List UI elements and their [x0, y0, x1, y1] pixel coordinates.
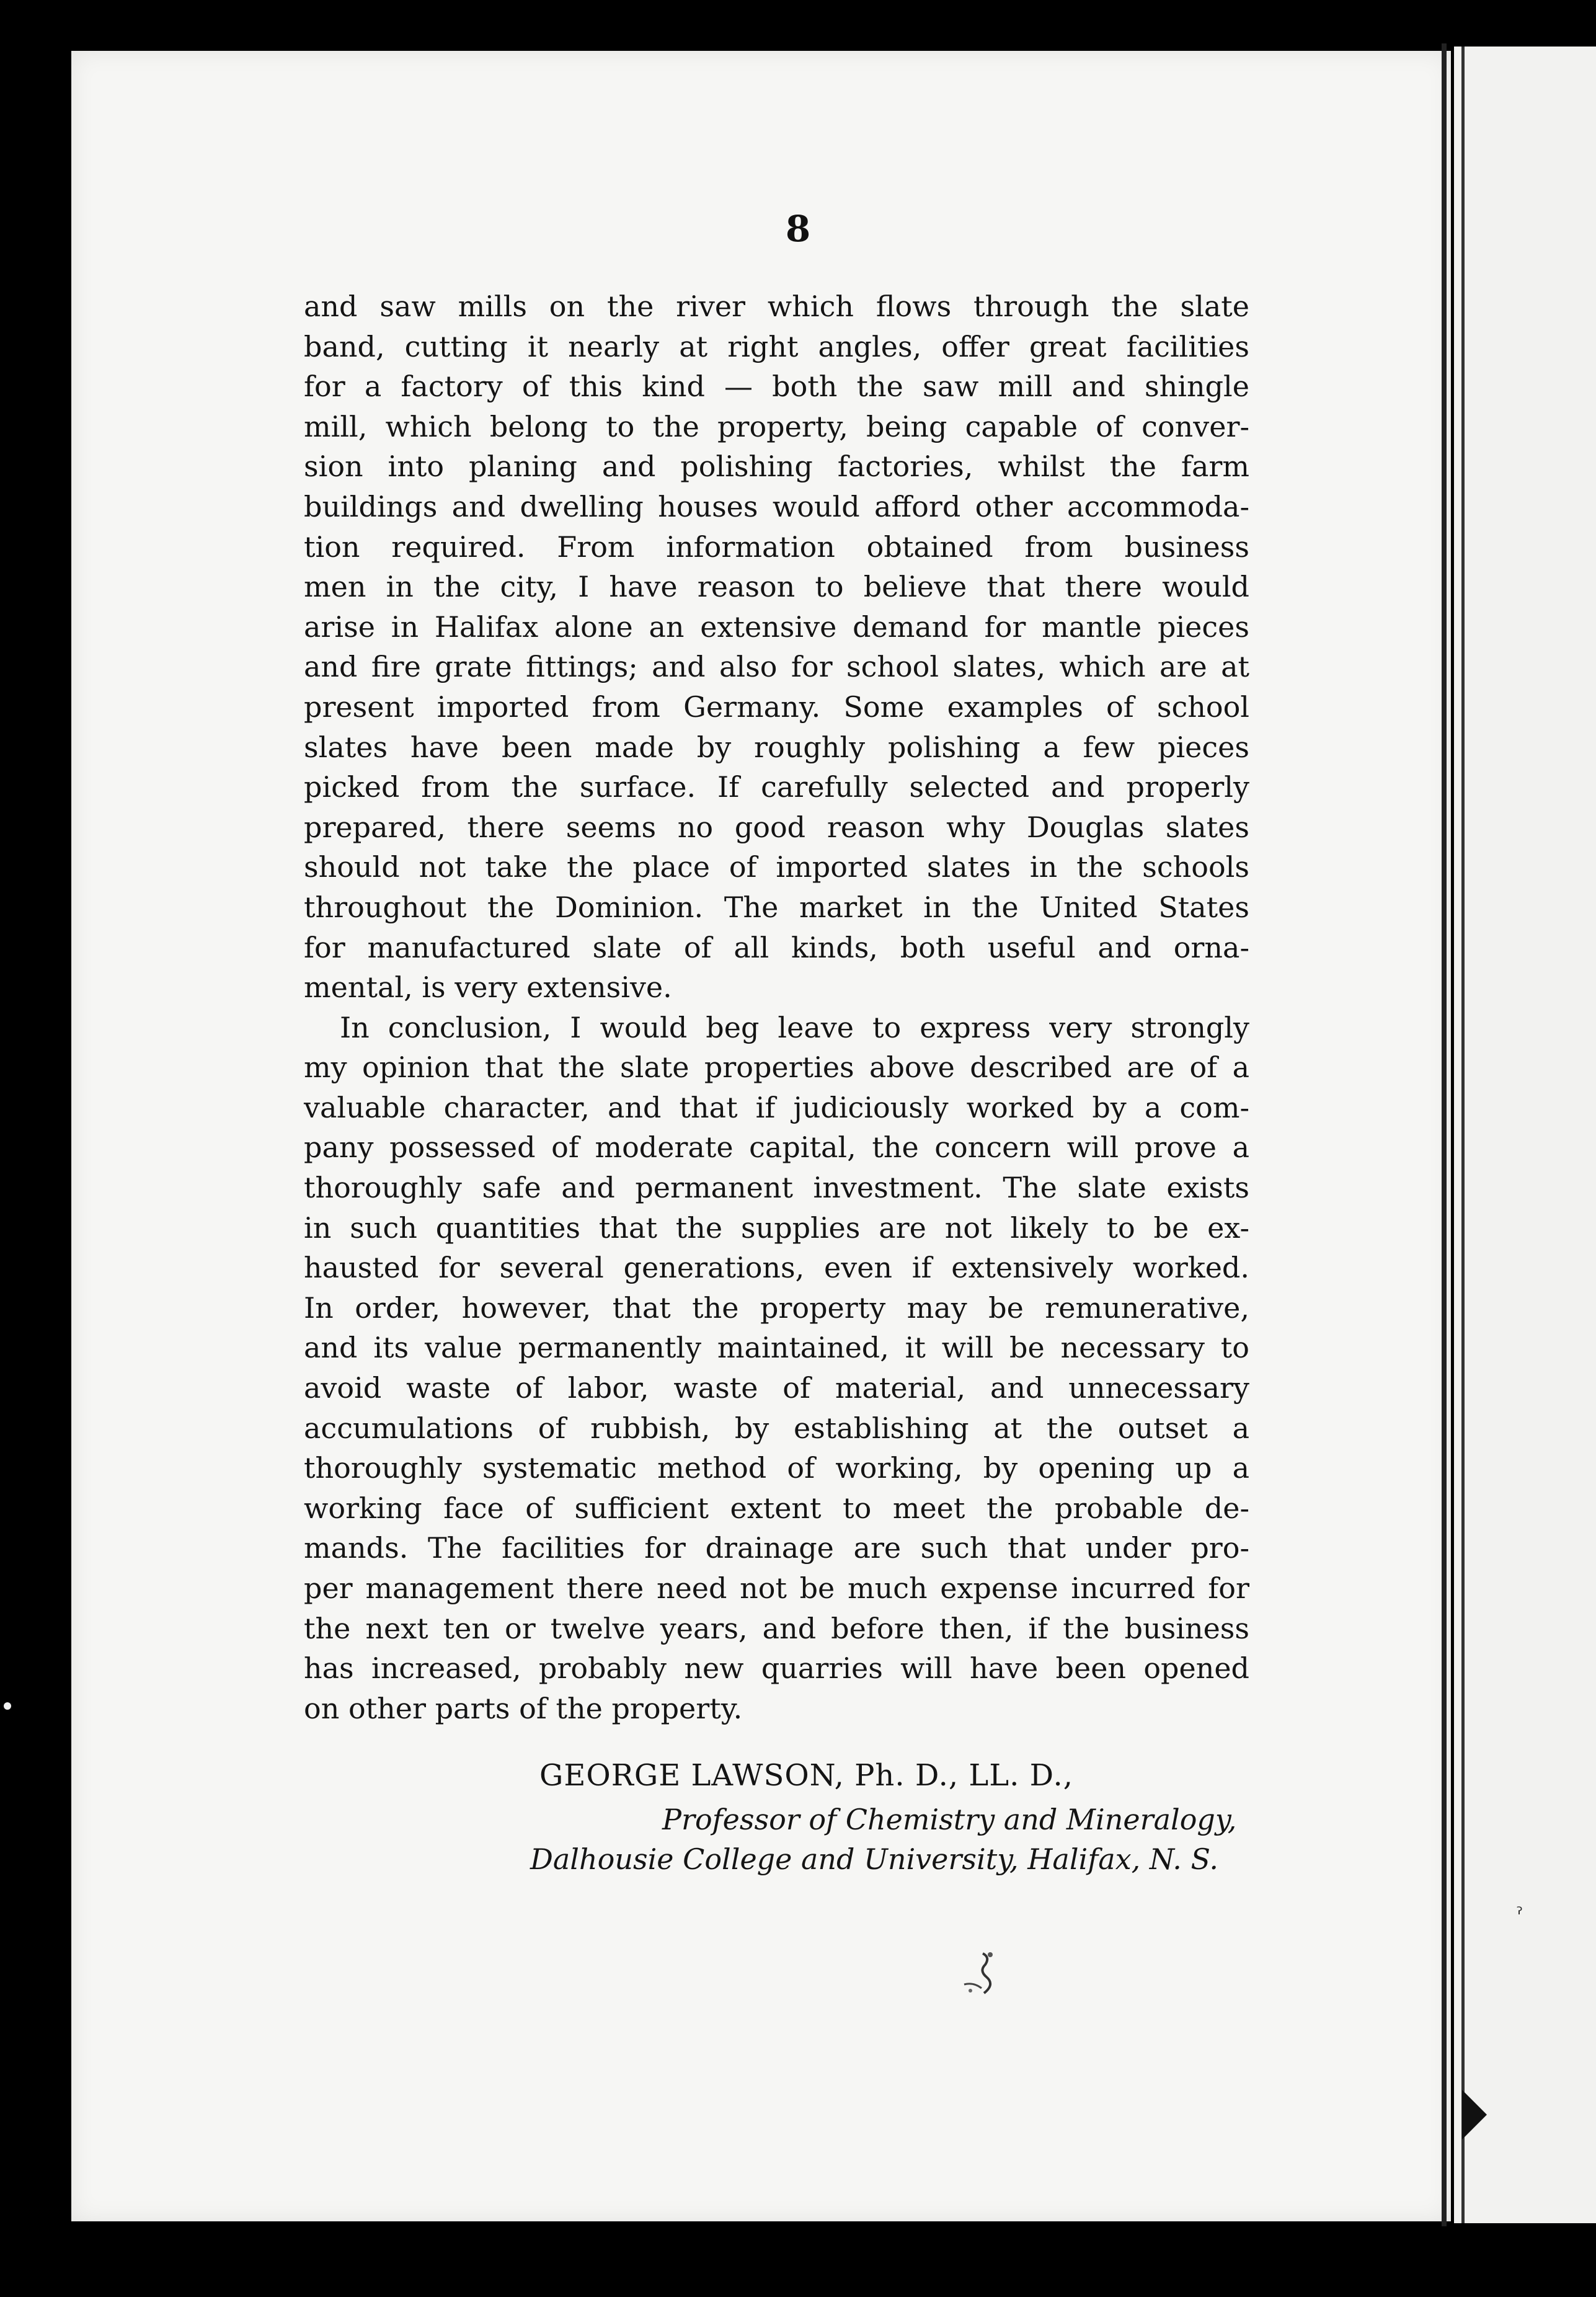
- text-line: thoroughly safe and permanent investment. The slate exists: [304, 1171, 1249, 1205]
- text-line: in such quantities that the supplies are not likely to be ex-: [304, 1211, 1249, 1245]
- page-edge: [1442, 43, 1447, 2226]
- text-line: and fire grate fittings; and also for school slates, which are at: [304, 650, 1249, 684]
- text-line: should not take the place of imported slates in the schools: [304, 850, 1249, 884]
- text-line: has increased, probably new quarries will have been opened: [304, 1651, 1249, 1686]
- text-line: men in the city, I have reason to believe that there would: [304, 570, 1249, 604]
- scan-mark-right: ˀ: [1516, 1904, 1523, 1926]
- text-line: per management there need not be much expense incurred for: [304, 1571, 1249, 1605]
- page-edge-notch: [1462, 2090, 1487, 2139]
- signature-affiliation: Dalhousie College and University, Halifax, N. S.: [530, 1842, 1218, 1876]
- text-line: In conclusion, I would beg leave to express very strongly: [340, 1010, 1249, 1044]
- text-line: arise in Halifax alone an extensive demand for mantle pieces: [304, 610, 1249, 644]
- text-line: buildings and dwelling houses would afford other accommoda-: [304, 489, 1249, 523]
- text-line: thoroughly systematic method of working, by opening up a: [304, 1451, 1249, 1485]
- text-line: prepared, there seems no good reason why Douglas slates: [304, 810, 1249, 844]
- text-line: picked from the surface. If carefully selected and properly: [304, 770, 1249, 804]
- text-line: for manufactured slate of all kinds, both useful and orna-: [304, 930, 1249, 964]
- adjacent-page: [1454, 47, 1596, 2223]
- text-line: my opinion that the slate properties above described are of a: [304, 1051, 1249, 1085]
- text-line: working face of sufficient extent to meet the probable de-: [304, 1491, 1249, 1525]
- scan-mark-left: [4, 1702, 11, 1710]
- text-line: present imported from Germany. Some examples of school: [304, 690, 1249, 724]
- text-line: mands. The facilities for drainage are such that under pro-: [304, 1531, 1249, 1565]
- text-line: pany possessed of moderate capital, the concern will prove a: [304, 1131, 1249, 1165]
- body-text: [304, 287, 1249, 1728]
- text-line: accumulations of rubbish, by establishing at the outset a: [304, 1411, 1249, 1445]
- text-line: mill, which belong to the property, being capable of conver-: [304, 409, 1249, 443]
- text-line: and saw mills on the river which flows through the slate: [304, 290, 1249, 323]
- text-line: avoid waste of labor, waste of material, and unnecessary: [304, 1371, 1249, 1405]
- text-line: sion into planing and polishing factories, whilst the farm: [304, 450, 1249, 484]
- text-line: hausted for several generations, even if extensively worked.: [304, 1251, 1249, 1285]
- text-line: mental, is very extensive.: [304, 971, 672, 1005]
- text-line: tion required. From information obtained from business: [304, 530, 1249, 564]
- text-line: In order, however, that the property may be remunerative,: [304, 1291, 1249, 1325]
- adjacent-page-edge: [1461, 47, 1465, 2223]
- text-line: and its value permanently maintained, it will be necessary to: [304, 1331, 1249, 1365]
- text-line: the next ten or twelve years, and before then, if the business: [304, 1611, 1249, 1645]
- page-number: 8: [785, 208, 811, 250]
- ornament-icon: [946, 1947, 1014, 2003]
- text-line: for a factory of this kind — both the saw mill and shingle: [304, 370, 1249, 404]
- text-line: on other parts of the property.: [304, 1691, 743, 1725]
- text-line: throughout the Dominion. The market in the United States: [304, 890, 1249, 924]
- signature-title: Professor of Chemistry and Mineralogy,: [662, 1803, 1237, 1836]
- text-line: band, cutting it nearly at right angles, offer great facilities: [304, 329, 1249, 363]
- text-line: valuable character, and that if judiciously worked by a com-: [304, 1090, 1249, 1124]
- signature-name: GEORGE LAWSON, Ph. D., LL. D.,: [539, 1758, 1073, 1793]
- text-line: slates have been made by roughly polishing a few pieces: [304, 730, 1249, 764]
